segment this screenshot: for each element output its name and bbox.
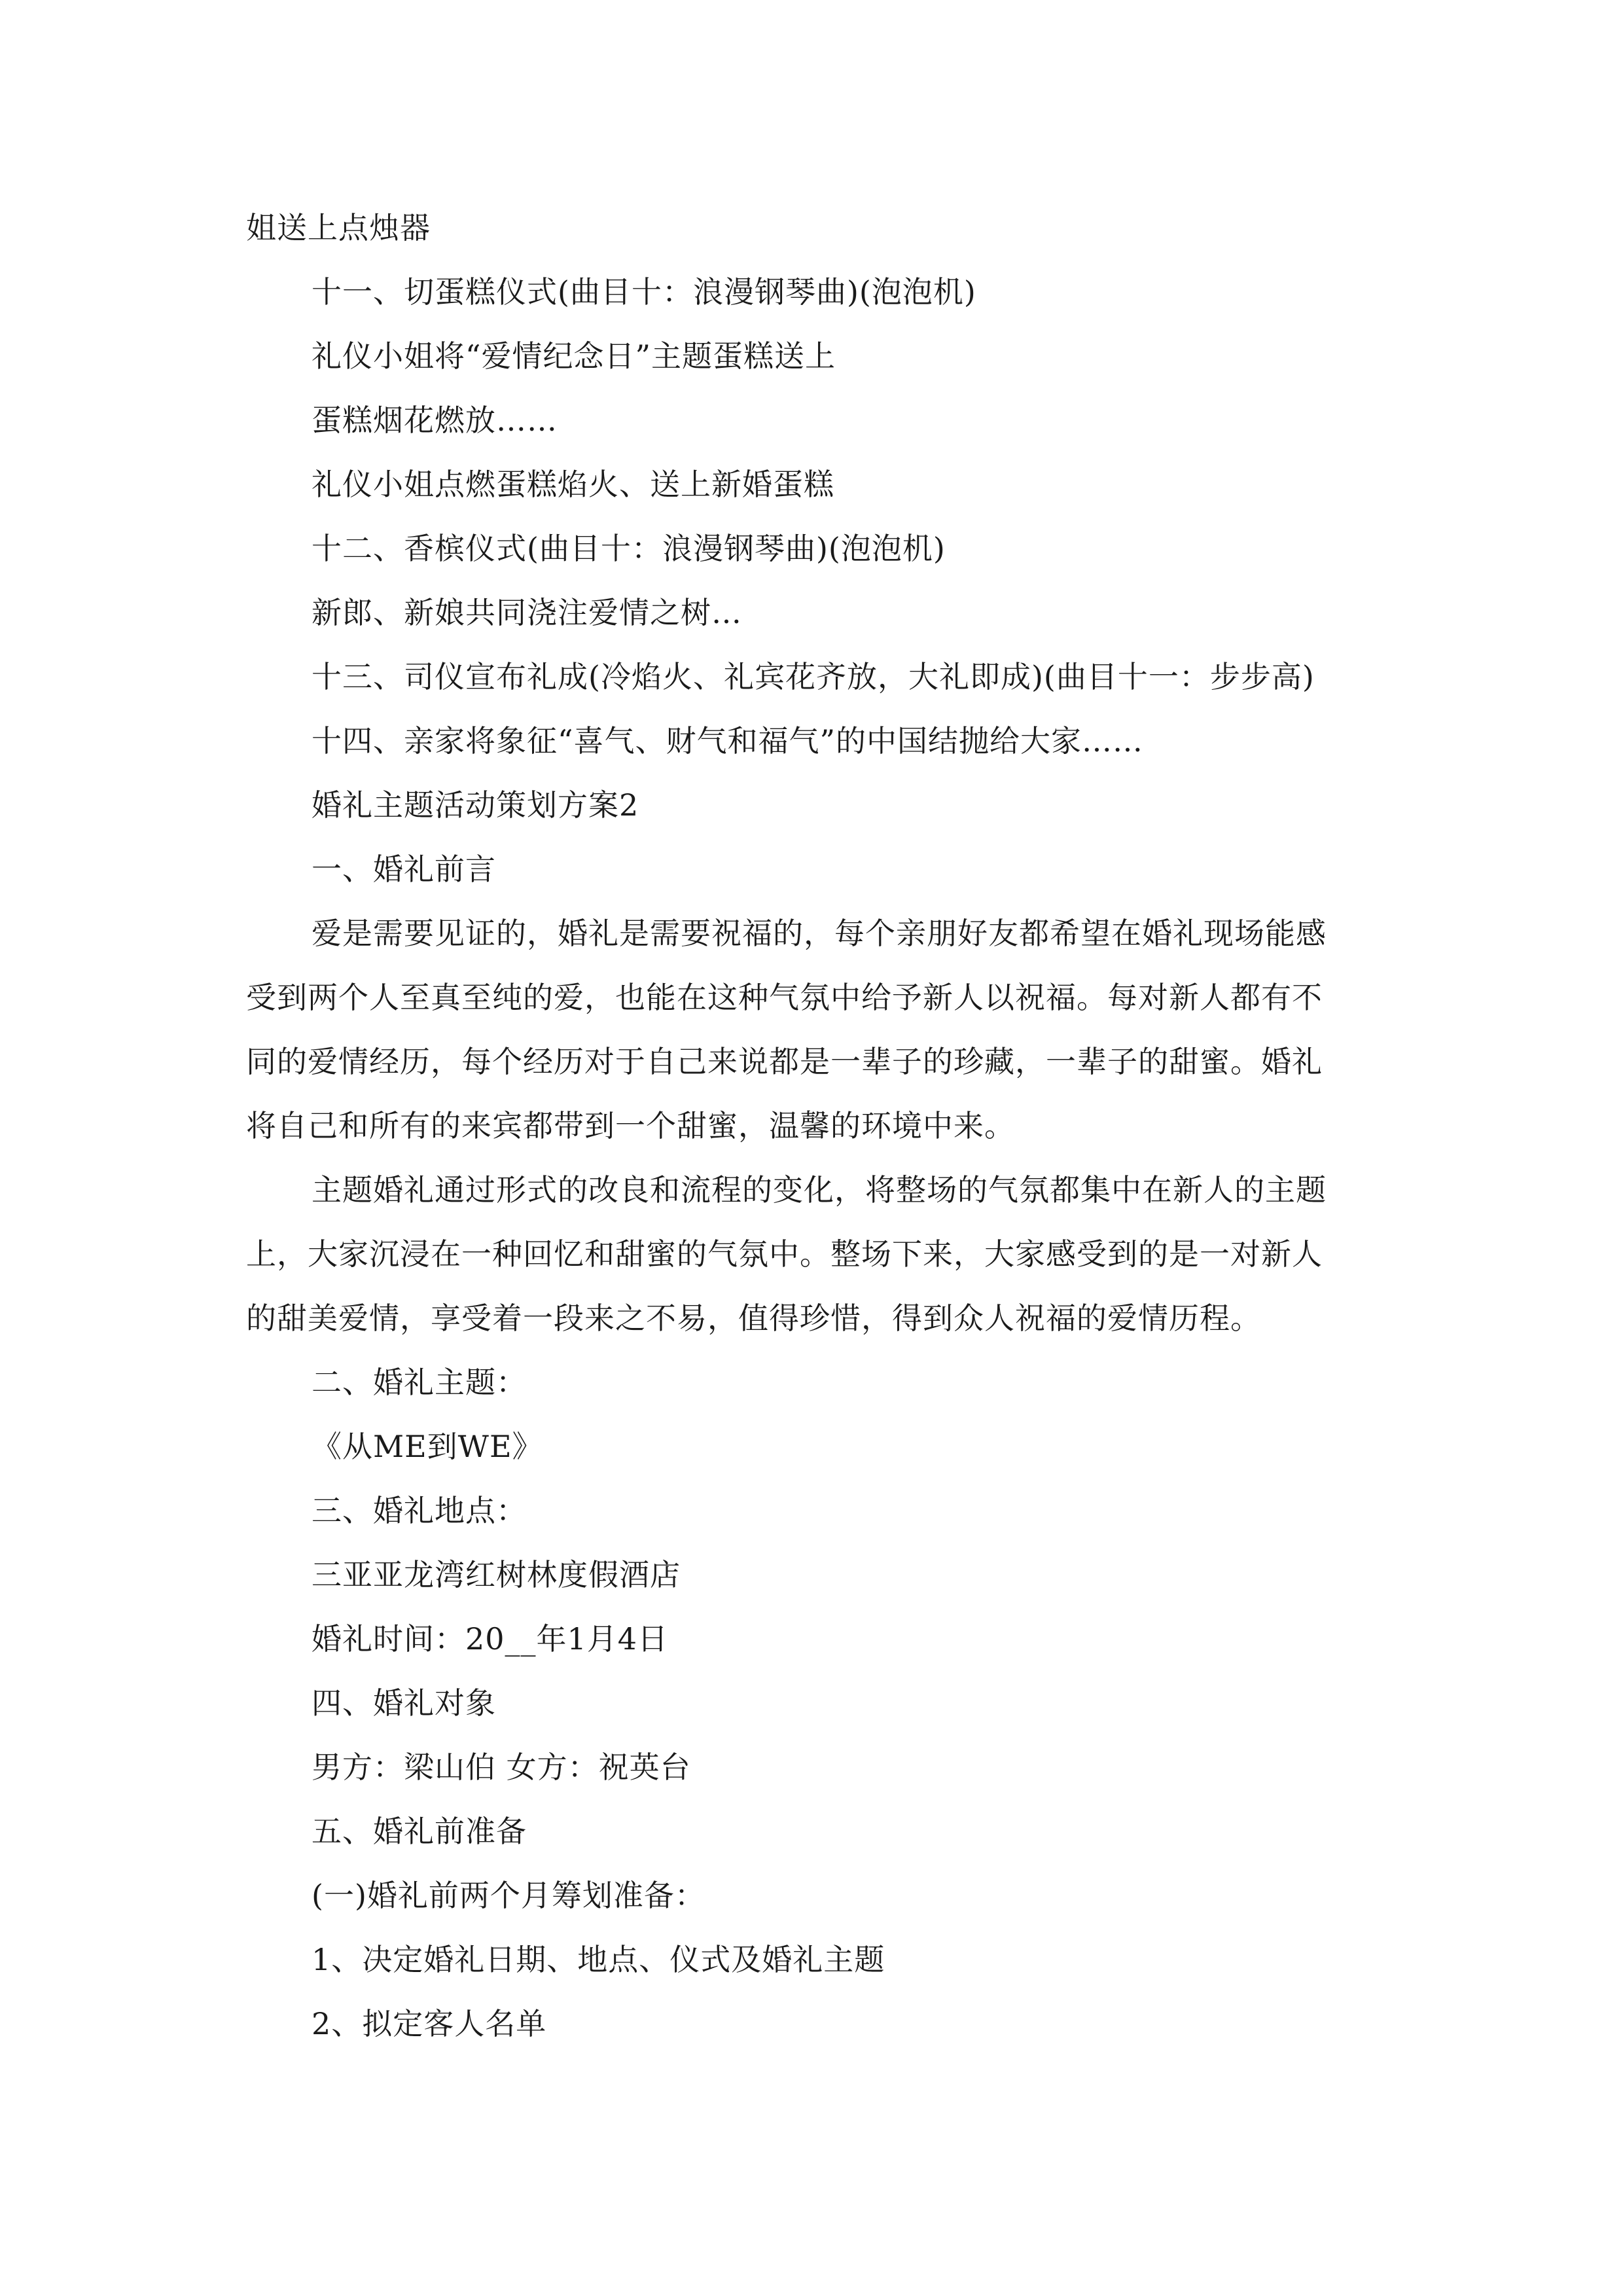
- text-line: 十二、香槟仪式(曲目十：浪漫钢琴曲)(泡泡机): [312, 531, 946, 566]
- paragraph-line: 主题婚礼通过形式的改良和流程的变化，将整场的气氛都集中在新人的主题: [312, 1172, 1327, 1208]
- paragraph-line: 同的爱情经历，每个经历对于自己来说都是一辈子的珍藏，一辈子的甜蜜。婚礼: [246, 1044, 1323, 1079]
- text-line: 蛋糕烟花燃放……: [312, 403, 558, 438]
- text-line: 礼仪小姐点燃蛋糕焰火、送上新婚蛋糕: [312, 467, 834, 502]
- paragraph-line: 的甜美爱情，享受着一段来之不易，值得珍惜，得到众人祝福的爱情历程。: [246, 1300, 1261, 1336]
- section-heading: 一、婚礼前言: [312, 852, 496, 887]
- paragraph-line: 受到两个人至真至纯的爱，也能在这种气氛中给予新人以祝福。每对新人都有不: [246, 980, 1323, 1015]
- text-line: 十四、亲家将象征“喜气、财气和福气”的中国结抛给大家……: [312, 723, 1144, 759]
- text-line: 三亚亚龙湾红树林度假酒店: [312, 1557, 681, 1592]
- text-line: 十一、切蛋糕仪式(曲目十：浪漫钢琴曲)(泡泡机): [312, 274, 976, 310]
- paragraph-line: 上，大家沉浸在一种回忆和甜蜜的气氛中。整场下来，大家感受到的是一对新人: [246, 1236, 1323, 1272]
- section-heading: 五、婚礼前准备: [312, 1814, 527, 1849]
- list-item: 2、拟定客人名单: [312, 2006, 547, 2041]
- list-item: 1、决定婚礼日期、地点、仪式及婚礼主题: [312, 1942, 885, 1977]
- text-line: 《从ME到WE》: [312, 1429, 543, 1464]
- text-line: 礼仪小姐将“爱情纪念日”主题蛋糕送上: [312, 338, 836, 374]
- text-line: (一)婚礼前两个月筹划准备：: [312, 1878, 705, 1913]
- section-title: 婚礼主题活动策划方案2: [312, 787, 639, 823]
- text-line: 男方：梁山伯 女方：祝英台: [312, 1749, 691, 1785]
- paragraph-line: 爱是需要见证的，婚礼是需要祝福的，每个亲朋好友都希望在婚礼现场能感: [312, 916, 1327, 951]
- text-line: 新郎、新娘共同浇注爱情之树…: [312, 595, 742, 630]
- paragraph-line: 将自己和所有的来宾都带到一个甜蜜，温馨的环境中来。: [246, 1108, 1015, 1143]
- text-line: 姐送上点烛器: [246, 210, 431, 245]
- section-heading: 四、婚礼对象: [312, 1685, 496, 1721]
- text-line: 十三、司仪宣布礼成(冷焰火、礼宾花齐放，大礼即成)(曲目十一：步步高): [312, 659, 1315, 694]
- text-line: 婚礼时间：20__年1月4日: [312, 1621, 669, 1657]
- section-heading: 三、婚礼地点：: [312, 1493, 527, 1528]
- section-heading: 二、婚礼主题：: [312, 1365, 527, 1400]
